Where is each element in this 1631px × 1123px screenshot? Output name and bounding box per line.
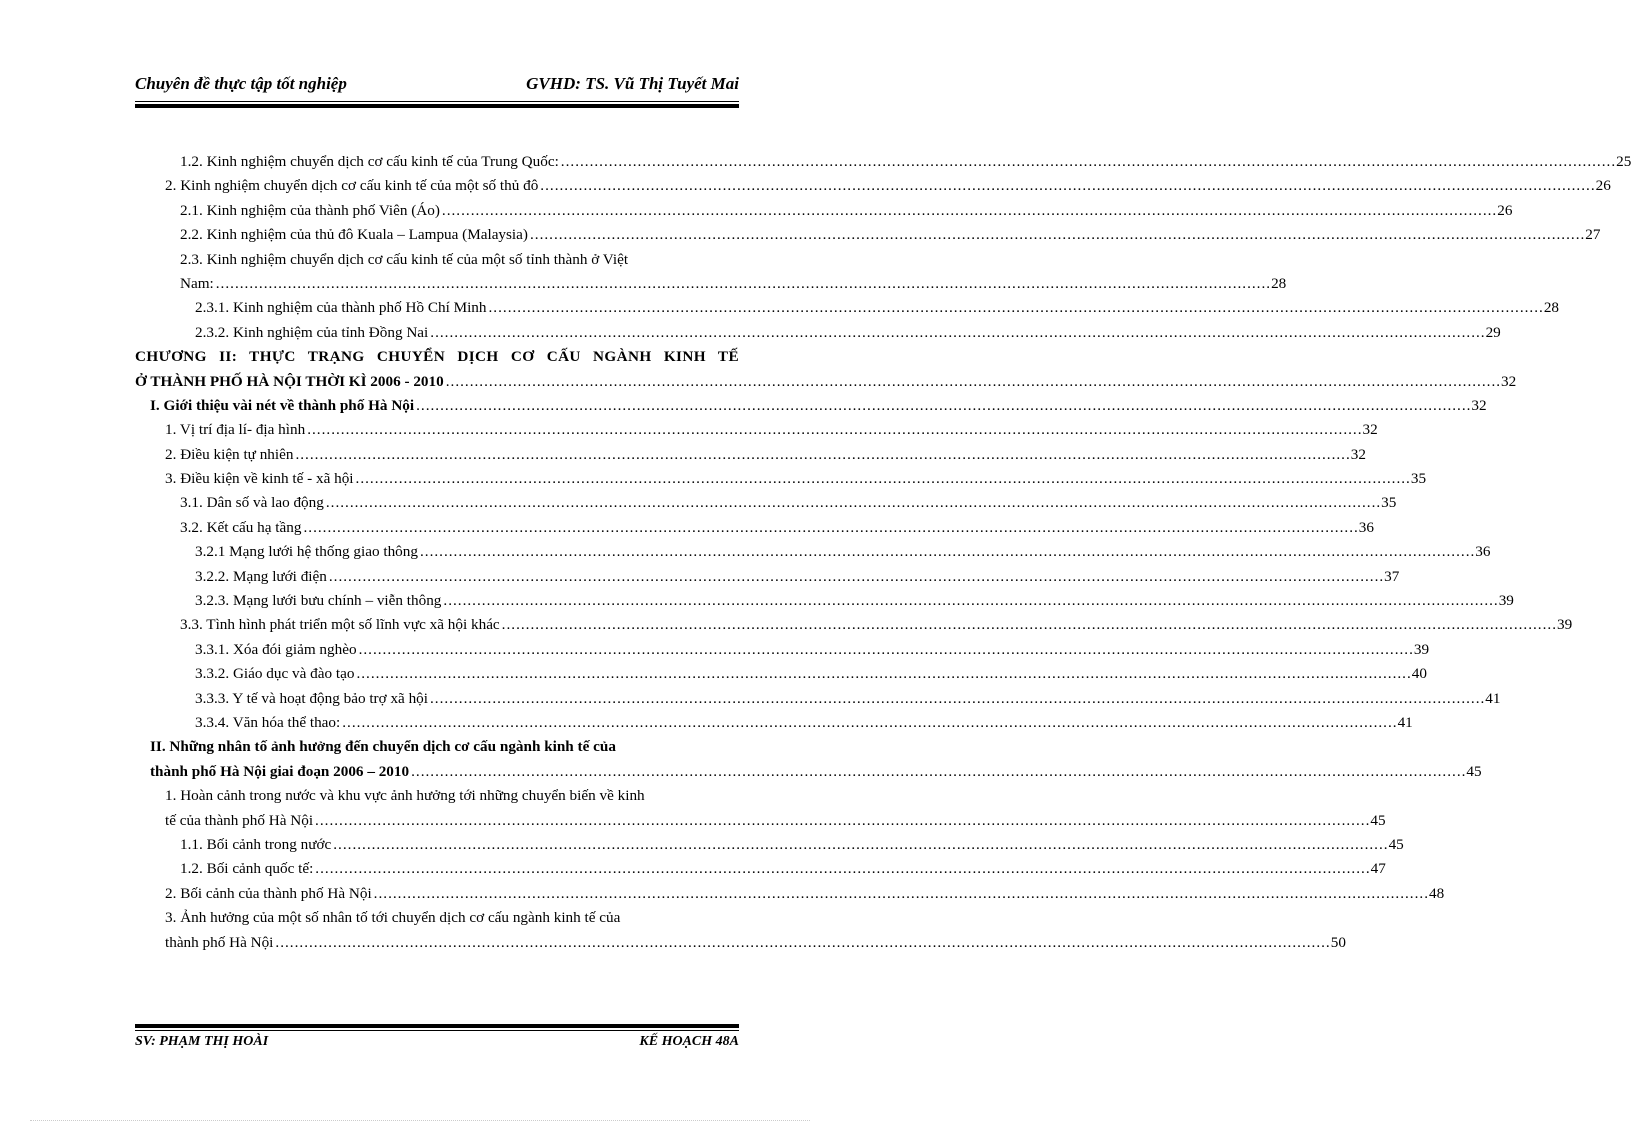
toc-entry-label: I. Giới thiệu vài nét về thành phố Hà Nội	[150, 394, 416, 418]
toc-page-number: 28	[1271, 272, 1286, 296]
toc-entry-label: thành phố Hà Nội giai đoạn 2006 – 2010	[150, 760, 411, 784]
toc-entry-label: 2.3.2. Kinh nghiệm của tỉnh Đồng Nai	[195, 321, 430, 345]
toc-page-number: 45	[1370, 809, 1385, 833]
toc-entry	[135, 467, 1427, 491]
footer-class: KẾ HOẠCH 48A	[639, 1034, 739, 1049]
toc-entry-label: 1.2. Bối cảnh quốc tế:	[180, 857, 315, 881]
toc-entry-label: 3.1. Dân số và lao động	[180, 491, 326, 515]
toc-leader-dots: ............................................................................................................................................................................................................................	[295, 445, 1351, 463]
toc-page-number: 45	[1389, 833, 1404, 857]
toc-page-number: 50	[1331, 931, 1346, 955]
chapter-heading: CHƯƠNG II: THỰC TRẠNG CHUYỂN DỊCH CƠ CẤU NGÀNH KINH TẾ	[135, 348, 739, 366]
toc-entry-label: Ở THÀNH PHỐ HÀ NỘI THỜI KÌ 2006 - 2010	[135, 370, 446, 394]
toc-page-number: 35	[1381, 491, 1396, 515]
toc-entry-label: 3.3.4. Văn hóa thể thao:	[195, 711, 342, 735]
toc-leader-dots: ............................................................................................................................................................................................................................	[315, 811, 1371, 829]
toc-page-number: 32	[1471, 394, 1486, 418]
toc-leader-dots: ............................................................................................................................................................................................................................	[419, 543, 1476, 561]
toc-entry	[135, 272, 1287, 296]
toc-page-number: 26	[1497, 199, 1512, 223]
toc-entry	[135, 565, 1400, 589]
toc-page-number: 37	[1384, 565, 1399, 589]
toc-entry	[135, 589, 1514, 613]
toc-entry	[135, 857, 1386, 881]
toc-page-number: 39	[1414, 638, 1429, 662]
toc-page-number: 39	[1557, 613, 1572, 637]
toc-leader-dots: ............................................................................................................................................................................................................................	[429, 689, 1486, 707]
toc-entry-label: 1.2. Kinh nghiệm chuyển dịch cơ cấu kinh tế của Trung Quốc:	[180, 150, 561, 174]
toc-page-number: 36	[1475, 540, 1490, 564]
toc-entry-label: thành phố Hà Nội	[165, 931, 275, 955]
toc-leader-dots: ............................................................................................................................................................................................................................	[307, 421, 1363, 439]
toc-entry-label: 3.3.2. Giáo dục và đào tạo	[195, 662, 356, 686]
toc-entry	[135, 760, 1482, 784]
toc-entry-label: 3.2.2. Mạng lưới điện	[195, 565, 329, 589]
header-rule-thick	[135, 104, 739, 108]
toc-leader-dots: ............................................................................................................................................................................................................................	[416, 396, 1472, 414]
toc-entry-label: 3.3. Tình hình phát triển một số lĩnh vực xã hội khác	[180, 613, 502, 637]
toc-entry-label: 3.2. Kết cấu hạ tầng	[180, 516, 303, 540]
page-header	[135, 72, 739, 102]
toc-entry	[135, 150, 1631, 174]
toc-entry-label: 3.2.3. Mạng lưới bưu chính – viễn thông	[195, 589, 443, 613]
toc-page-number: 29	[1486, 321, 1501, 345]
toc-entry-label: 2. Bối cảnh của thành phố Hà Nội	[165, 882, 374, 906]
page-footer	[135, 1030, 739, 1054]
toc-entry	[135, 296, 1559, 320]
page-edge	[30, 1120, 810, 1121]
toc-entry-label: 2.1. Kinh nghiệm của thành phố Viên (Áo)	[180, 199, 442, 223]
toc-page-number: 48	[1429, 882, 1444, 906]
toc-entry	[135, 833, 1404, 857]
toc-entry-label: tế của thành phố Hà Nội	[165, 809, 315, 833]
toc-page-number: 40	[1412, 662, 1427, 686]
toc-entry-line: 3. Ảnh hưởng của một số nhân tố tới chuyển dịch cơ cấu ngành kinh tế của	[165, 909, 621, 927]
toc-entry-label: 3. Điều kiện về kinh tế - xã hội	[165, 467, 356, 491]
toc-entry-line: II. Những nhân tố ảnh hưởng đến chuyển dịch cơ cấu ngành kinh tế của	[150, 738, 616, 756]
toc-entry-line: 1. Hoàn cảnh trong nước và khu vực ảnh hưởng tới những chuyển biến về kinh	[165, 787, 645, 805]
toc-leader-dots: ............................................................................................................................................................................................................................	[215, 274, 1272, 292]
footer-rule-thick	[135, 1024, 739, 1028]
toc-entry	[135, 687, 1501, 711]
toc-entry-label: 3.3.3. Y tế và hoạt động bảo trợ xã hội	[195, 687, 430, 711]
toc-entry	[135, 809, 1386, 833]
toc-entry	[135, 882, 1445, 906]
toc-entry	[135, 394, 1487, 418]
toc-page-number: 27	[1585, 223, 1600, 247]
toc-leader-dots: ............................................................................................................................................................................................................................	[501, 616, 1557, 634]
toc-entry-label: 1.1. Bối cảnh trong nước	[180, 833, 333, 857]
toc-page-number: 32	[1351, 443, 1366, 467]
toc-entry	[135, 638, 1430, 662]
toc-leader-dots: ............................................................................................................................................................................................................................	[355, 470, 1411, 488]
toc-entry-label: 2.3.1. Kinh nghiệm của thành phố Hồ Chí Minh	[195, 296, 489, 320]
toc-leader-dots: ............................................................................................................................................................................................................................	[411, 762, 1467, 780]
toc-page-number: 36	[1359, 516, 1374, 540]
toc-entry	[135, 199, 1513, 223]
toc-entry	[135, 443, 1366, 467]
toc-page-number: 32	[1363, 418, 1378, 442]
toc-leader-dots: ............................................................................................................................................................................................................................	[430, 323, 1486, 341]
toc-entry	[135, 223, 1601, 247]
toc-entry	[135, 540, 1491, 564]
toc-entry	[135, 174, 1611, 198]
toc-leader-dots: ............................................................................................................................................................................................................................	[488, 299, 1544, 317]
toc-page-number: 35	[1411, 467, 1426, 491]
header-rule-thin	[135, 101, 739, 102]
toc-entry-label: 3.3.1. Xóa đói giảm nghèo	[195, 638, 359, 662]
toc-leader-dots: ............................................................................................................................................................................................................................	[560, 153, 1617, 170]
header-supervisor: GVHD: TS. Vũ Thị Tuyết Mai	[526, 74, 739, 93]
toc-leader-dots: ............................................................................................................................................................................................................................	[315, 860, 1371, 878]
toc-leader-dots: ............................................................................................................................................................................................................................	[441, 201, 1498, 219]
toc-page-number: 25	[1616, 150, 1631, 174]
toc-entry-label: Nam:	[180, 272, 216, 296]
toc-page-number: 39	[1499, 589, 1514, 613]
toc-leader-dots: ............................................................................................................................................................................................................................	[342, 714, 1398, 731]
toc-leader-dots: ............................................................................................................................................................................................................................	[358, 640, 1414, 658]
toc-entry-label: 2. Điều kiện tự nhiên	[165, 443, 295, 467]
toc-page-number: 41	[1485, 687, 1500, 711]
toc-entry	[135, 931, 1346, 955]
toc-leader-dots: ............................................................................................................................................................................................................................	[529, 226, 1586, 244]
toc-entry-label: 1. Vị trí địa lí- địa hình	[165, 418, 307, 442]
toc-page-number: 41	[1398, 711, 1413, 735]
toc-page-number: 32	[1501, 370, 1516, 394]
toc-entry-line: 2.3. Kinh nghiệm chuyển dịch cơ cấu kinh tế của một số tỉnh thành ở Việt	[180, 250, 629, 268]
toc-entry-label: 2. Kinh nghiệm chuyển dịch cơ cấu kinh tế của một số thủ đô	[165, 174, 540, 198]
toc-entry	[135, 370, 1517, 394]
footer-student: SV: PHẠM THỊ HOÀI	[135, 1034, 269, 1049]
toc-leader-dots: ............................................................................................................................................................................................................................	[443, 592, 1499, 610]
toc-entry-label: 2.2. Kinh nghiệm của thủ đô Kuala – Lampua (Malaysia)	[180, 223, 530, 247]
header-course-title: Chuyên đề thực tập tốt nghiệp	[135, 74, 347, 93]
toc-entry	[135, 613, 1573, 637]
toc-leader-dots: ............................................................................................................................................................................................................................	[445, 372, 1502, 390]
toc-entry	[135, 321, 1501, 345]
table-of-contents	[135, 150, 1631, 955]
toc-leader-dots: ............................................................................................................................................................................................................................	[333, 835, 1389, 853]
toc-entry	[135, 662, 1427, 686]
toc-leader-dots: ............................................................................................................................................................................................................................	[356, 665, 1412, 683]
toc-leader-dots: ............................................................................................................................................................................................................................	[540, 177, 1596, 195]
toc-leader-dots: ............................................................................................................................................................................................................................	[328, 567, 1385, 585]
toc-leader-dots: ............................................................................................................................................................................................................................	[373, 884, 1429, 902]
toc-entry-label: 3.2.1 Mạng lưới hệ thống giao thông	[195, 540, 420, 564]
toc-entry	[135, 418, 1378, 442]
toc-entry	[135, 711, 1413, 735]
toc-entry	[135, 491, 1397, 515]
toc-leader-dots: ............................................................................................................................................................................................................................	[325, 494, 1382, 512]
toc-leader-dots: ............................................................................................................................................................................................................................	[275, 933, 1331, 951]
toc-entry	[135, 516, 1374, 540]
toc-page-number: 28	[1544, 296, 1559, 320]
toc-page-number: 47	[1371, 857, 1386, 881]
toc-page-number: 45	[1466, 760, 1481, 784]
toc-page-number: 26	[1596, 174, 1611, 198]
toc-leader-dots: ............................................................................................................................................................................................................................	[303, 518, 1359, 536]
